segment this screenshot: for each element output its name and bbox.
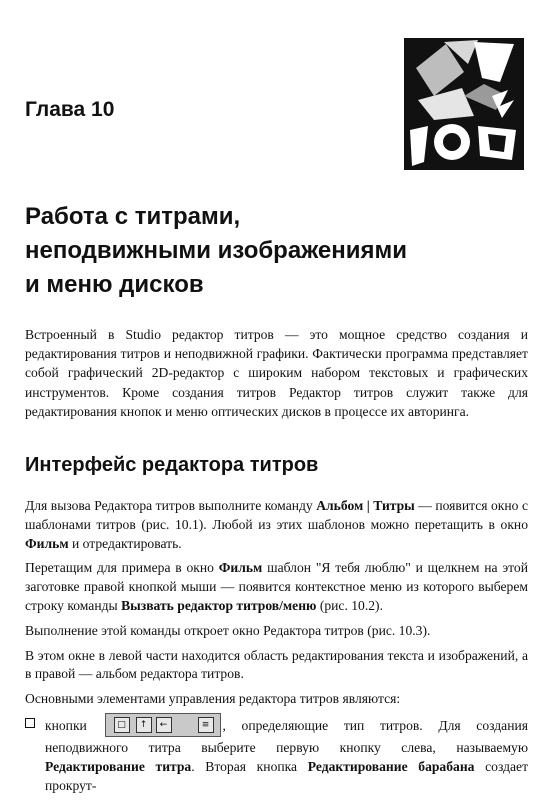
bullet-square-icon [25,718,35,728]
paragraph [25,559,528,615]
list-icon: ≡ [198,717,214,733]
menu-command: Вызвать редактор титров/меню [121,597,317,613]
chapter-title-line: и меню дисков [25,271,204,298]
window-name: Фильм [218,560,263,576]
text: , определяющие тип титров. Для создания неподвижного титра выберите первую кнопку слева, называемую [45,718,528,755]
text: — появится окно с шаблонами титров (рис. 10.1). Любой из этих шаблонов можно перетащить в окно [25,498,528,532]
text: и отредактировать. [68,535,182,551]
title-type-toolbar-image [105,713,221,737]
text: . Вторая кнопка [191,758,308,774]
text: кнопки [45,718,87,734]
window-name: Фильм [25,535,69,551]
bullet-item [25,715,528,795]
arrow-left-icon: ← [156,717,172,733]
text: шаблон "Я тебя люблю" и щелкнем на этой заготовке правой кнопкой мыши — появится контекстное меню из которого выберем строку команды [25,560,528,613]
chapter-title-line: Работа с титрами, [25,203,241,230]
chapter-art-icon [404,38,524,170]
body-text [25,497,528,795]
text: (рис. 10.2). [316,597,383,613]
text: Перетащим для примера в окно [25,560,219,576]
paragraph: В этом окне в левой части находится область редактирования текста и изображений, а в правой — альбом редактора титров. [25,647,528,682]
square-outline-icon: □ [114,717,130,733]
paragraph: Основными элементами управления редактора титров являются: [25,691,401,707]
menu-command: Альбом | Титры [316,498,415,513]
paragraph [25,497,528,553]
intro-paragraph: Встроенный в Studio редактор титров — это мощное средство создания и редактирования титров и неподвижной графики. Фактически программа представляет собой графический 2D-редактор с широким набором текстовых и графических инструментов. Кроме создания титров Редактор титров служит также для редактирования кнопок и меню оптических дисков в процессе их авторинга. [25,327,528,419]
button-name: Редактирование барабана [307,758,475,774]
chapter-title [25,200,535,302]
section-title: Интерфейс редактора титров [25,454,319,476]
button-name: Редактирование титра [45,758,192,774]
chapter-label: Глава 10 [25,98,115,121]
text: создает прокрут- [45,758,529,793]
text: Для вызова Редактора титров выполните команду [25,498,317,513]
arrow-up-icon: ↑ [136,717,152,733]
chapter-title-line: неподвижными изображениями [25,237,407,264]
paragraph: Выполнение этой команды откроет окно Редактора титров (рис. 10.3). [25,622,431,638]
